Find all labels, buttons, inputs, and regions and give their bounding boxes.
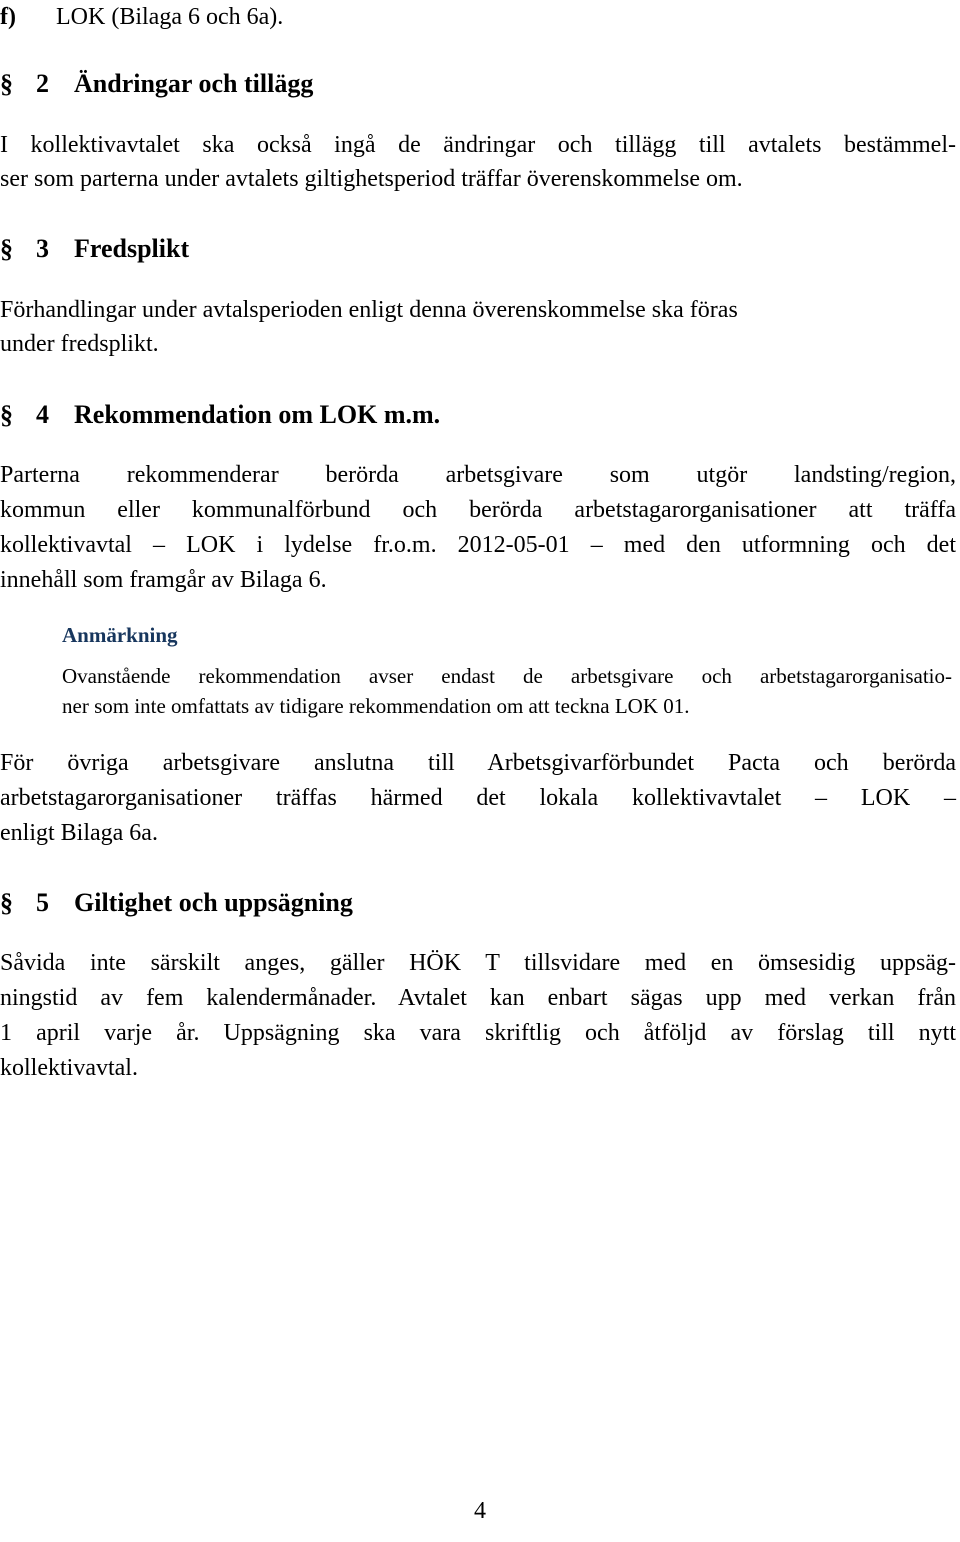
- section-heading-3: [0, 231, 189, 267]
- paragraph-line: enligt Bilaga 6a.: [0, 820, 158, 846]
- paragraph-line: arbetstagarorganisationer träffas härmed det lokala kollektivavtalet – LOK –: [0, 785, 956, 811]
- list-marker: f): [0, 4, 16, 30]
- section-symbol: §: [0, 69, 13, 98]
- section-symbol: §: [0, 888, 13, 917]
- section-number: 2: [36, 69, 49, 98]
- paragraph-line: Förhandlingar under avtalsperioden enligt denna överenskommelse ska föras: [0, 297, 738, 323]
- section-number: 3: [36, 234, 49, 263]
- paragraph-line: Såvida inte särskilt anges, gäller HÖK T tillsvidare med en ömsesidig uppsäg-: [0, 950, 956, 976]
- section-number: 5: [36, 888, 49, 917]
- paragraph-line: kollektivavtal – LOK i lydelse fr.o.m. 2012-05-01 – med den utformning och det: [0, 532, 956, 558]
- section-heading-2: [0, 66, 313, 102]
- section-heading-5: [0, 885, 353, 921]
- section-heading-4: [0, 397, 440, 433]
- section-number: 4: [36, 400, 49, 429]
- note-line: ner som inte omfattats av tidigare rekommendation om att teckna LOK 01.: [62, 694, 690, 718]
- section-title: Giltighet och uppsägning: [74, 888, 353, 917]
- paragraph-line: under fredsplikt.: [0, 331, 159, 357]
- list-item-text: LOK (Bilaga 6 och 6a).: [56, 4, 284, 30]
- section-symbol: §: [0, 234, 13, 263]
- paragraph-line: 1 april varje år. Uppsägning ska vara skriftlig och åtföljd av förslag till nytt: [0, 1020, 956, 1046]
- section-title: Rekommendation om LOK m.m.: [74, 400, 441, 429]
- list-item-f: [0, 0, 283, 34]
- section-symbol: §: [0, 400, 13, 429]
- section-title: Ändringar och tillägg: [74, 69, 314, 98]
- paragraph-line: Parterna rekommenderar berörda arbetsgivare som utgör landsting/region,: [0, 462, 956, 488]
- paragraph-line: innehåll som framgår av Bilaga 6.: [0, 567, 327, 593]
- paragraph-line: För övriga arbetsgivare anslutna till Arbetsgivarförbundet Pacta och berörda: [0, 750, 956, 776]
- paragraph-line: kollektivavtal.: [0, 1055, 138, 1081]
- note-heading: Anmärkning: [62, 623, 178, 647]
- paragraph-line: ningstid av fem kalendermånader. Avtalet kan enbart sägas upp med verkan från: [0, 985, 956, 1011]
- page-number: 4: [474, 1498, 486, 1524]
- section-title: Fredsplikt: [74, 234, 190, 263]
- note-line: Ovanstående rekommendation avser endast de arbetsgivare och arbetstagarorganisatio-: [62, 664, 952, 688]
- paragraph-line: ser som parterna under avtalets giltighetsperiod träffar överenskommelse om.: [0, 166, 743, 192]
- paragraph-line: I kollektivavtalet ska också ingå de ändringar och tillägg till avtalets bestämmel-: [0, 132, 956, 158]
- paragraph-line: kommun eller kommunalförbund och berörda arbetstagarorganisationer att träffa: [0, 497, 956, 523]
